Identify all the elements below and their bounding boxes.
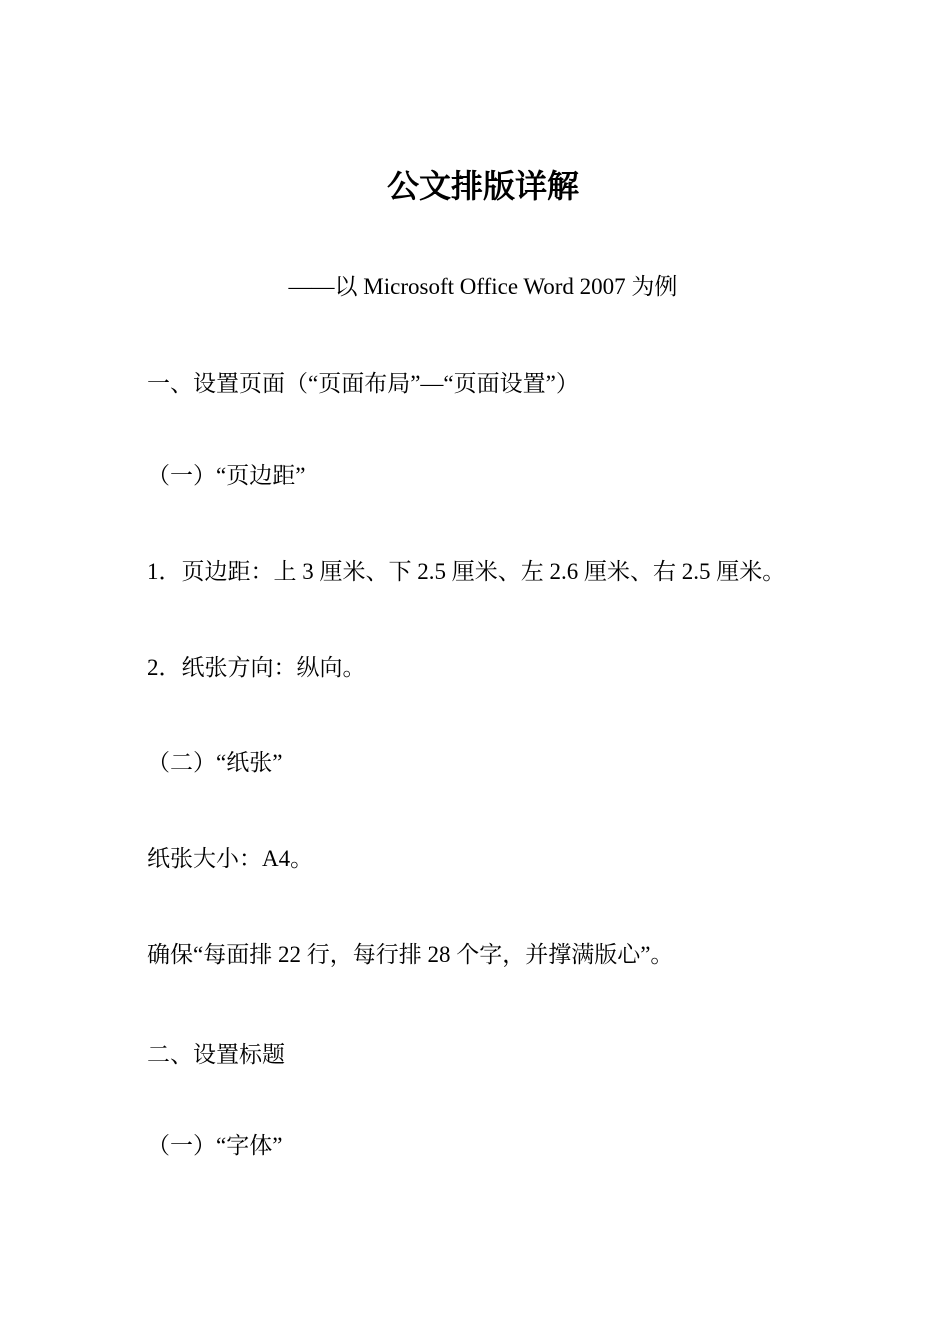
paragraph-layout-rule: 确保“每面排 22 行，每行排 28 个字，并撑满版心”。 [147, 942, 674, 967]
paragraph-orientation: 2．纸张方向：纵向。 [147, 655, 366, 680]
subsection-heading-font: （一）“字体” [147, 1133, 283, 1158]
document-title: 公文排版详解 [386, 167, 579, 205]
document-subtitle: ——以 Microsoft Office Word 2007 为例 [288, 274, 678, 299]
subsection-heading-paper: （二）“纸张” [147, 750, 283, 775]
subsection-heading-margins: （一）“页边距” [147, 463, 306, 488]
paragraph-paper-size: 纸张大小：A4。 [147, 846, 314, 871]
paragraph-margins: 1．页边距：上 3 厘米、下 2.5 厘米、左 2.6 厘米、右 2.5 厘米。 [147, 559, 786, 584]
section-heading-title-setup: 二、设置标题 [147, 1042, 285, 1067]
section-heading-page-setup: 一、设置页面（“页面布局”—“页面设置”） [147, 371, 579, 396]
